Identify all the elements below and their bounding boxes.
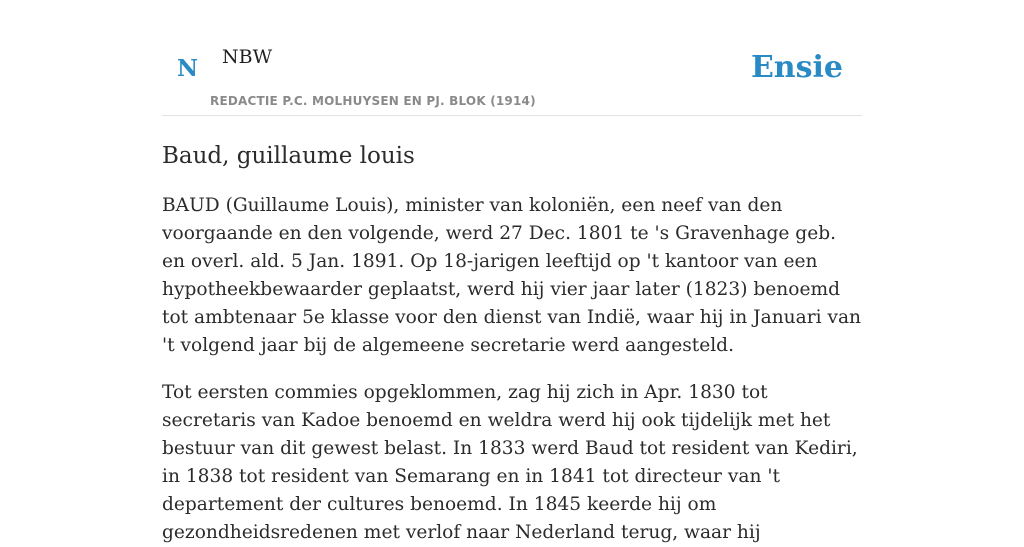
content-column: [162, 0, 862, 547]
source-header: [162, 0, 862, 116]
article-paragraph: Tot eersten commies opgeklommen, zag hij zich in Apr. 1830 tot secretaris van Kadoe benoemd en weldra werd hij ook tijdelijk met het bestuur van dit gewest belast. In 1833 werd Baud tot resident van Kediri, in 1838 tot resident van Semarang en in 1841 tot directeur van 't departement der cultures benoemd. In 1845 keerde hij om gezondheidsredenen met verlof naar Nederland terug, waar hij: [162, 382, 858, 543]
source-title[interactable]: NBW: [222, 46, 273, 68]
article-title: Baud, guillaume louis: [162, 143, 415, 169]
brand-logo[interactable]: Ensie: [750, 50, 843, 85]
article-paragraph: BAUD (Guillaume Louis), minister van koloniën, een neef van den voorgaande en den volgende, werd 27 Dec. 1801 te 's Gravenhage geb. en overl. ald. 5 Jan. 1891. Op 18-jarigen leeftijd op 't kantoor van een hypotheekbewaarder geplaatst, werd hij vier jaar later (1823) benoemd tot ambtenaar 5e klasse voor den dienst van Indië, waar hij in Januari van 't volgend jaar bij de algemeene secretarie werd aangesteld.: [162, 195, 862, 356]
source-subtitle: REDACTIE P.C. MOLHUYSEN EN PJ. BLOK (1914): [210, 94, 536, 108]
source-logo[interactable]: N: [177, 55, 199, 82]
